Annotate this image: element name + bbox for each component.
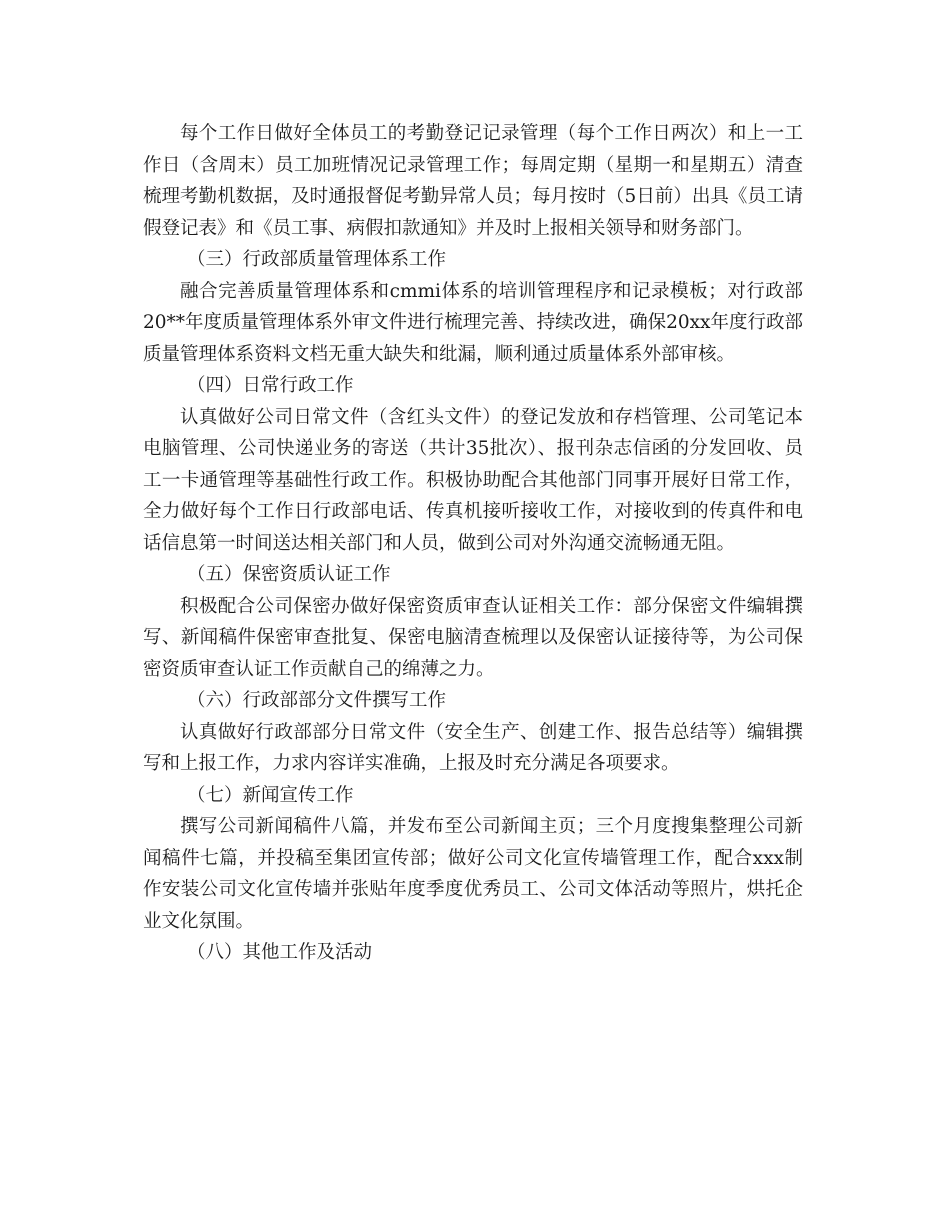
heading-confidentiality: （五）保密资质认证工作 (187, 564, 391, 585)
heading-other-activities: （八）其他工作及活动 (187, 942, 373, 963)
paragraph-confidentiality: 积极配合公司保密办做好保密资质审查认证相关工作：部分保密文件编辑撰写、新闻稿件保密审查批复、保密电脑清查梳理以及保密认证接待等，为公司保密资质审查认证工作贡献自己的绵薄之力。 (143, 595, 803, 680)
heading-news-publicity: （七）新闻宣传工作 (187, 784, 354, 806)
paragraph-quality-system: 融合完善质量管理体系和cmmi体系的培训管理程序和记录模板；对行政部20**年度质量管理体系外审文件进行梳理完善、持续改进，确保20xx年度行政部质量管理体系资料文档无重大缺失和纰漏，顺利通过质量体系外部审核。 (143, 280, 803, 365)
paragraph-document-writing: 认真做好行政部部分日常文件（安全生产、创建工作、报告总结等）编辑撰写和上报工作，力求内容详实准确，上报及时充分满足各项要求。 (143, 721, 803, 774)
heading-daily-admin: （四）日常行政工作 (187, 375, 354, 396)
heading-quality-system: （三）行政部质量管理体系工作 (187, 249, 447, 270)
document-page (143, 118, 803, 969)
paragraph-daily-admin: 认真做好公司日常文件（含红头文件）的登记发放和存档管理、公司笔记本电脑管理、公司快递业务的寄送（共计35批次）、报刊杂志信函的分发回收、员工一卡通管理等基础性行政工作。积极协助配合其他部门同事开展好日常工作，全力做好每个工作日行政部电话、传真机接听接收工作，对接收到的传真件和电话信息第一时间送达相关部门和人员，做到公司对外沟通交流畅通无阻。 (143, 406, 803, 554)
heading-document-writing: （六）行政部部分文件撰写工作 (187, 690, 447, 711)
paragraph-news-publicity: 撰写公司新闻稿件八篇，并发布至公司新闻主页；三个月度搜集整理公司新闻稿件七篇，并投稿至集团宣传部；做好公司文化宣传墙管理工作，配合xxx制作安装公司文化宣传墙并张贴年度季度优秀员工、公司文体活动等照片，烘托企业文化氛围。 (143, 816, 803, 932)
paragraph-attendance: 每个工作日做好全体员工的考勤登记记录管理（每个工作日两次）和上一工作日（含周末）员工加班情况记录管理工作；每周定期（星期一和星期五）清查梳理考勤机数据，及时通报督促考勤异常人员；每月按时（5日前）出具《员工请假登记表》和《员工事、病假扣款通知》并及时上报相关领导和财务部门。 (143, 123, 803, 239)
